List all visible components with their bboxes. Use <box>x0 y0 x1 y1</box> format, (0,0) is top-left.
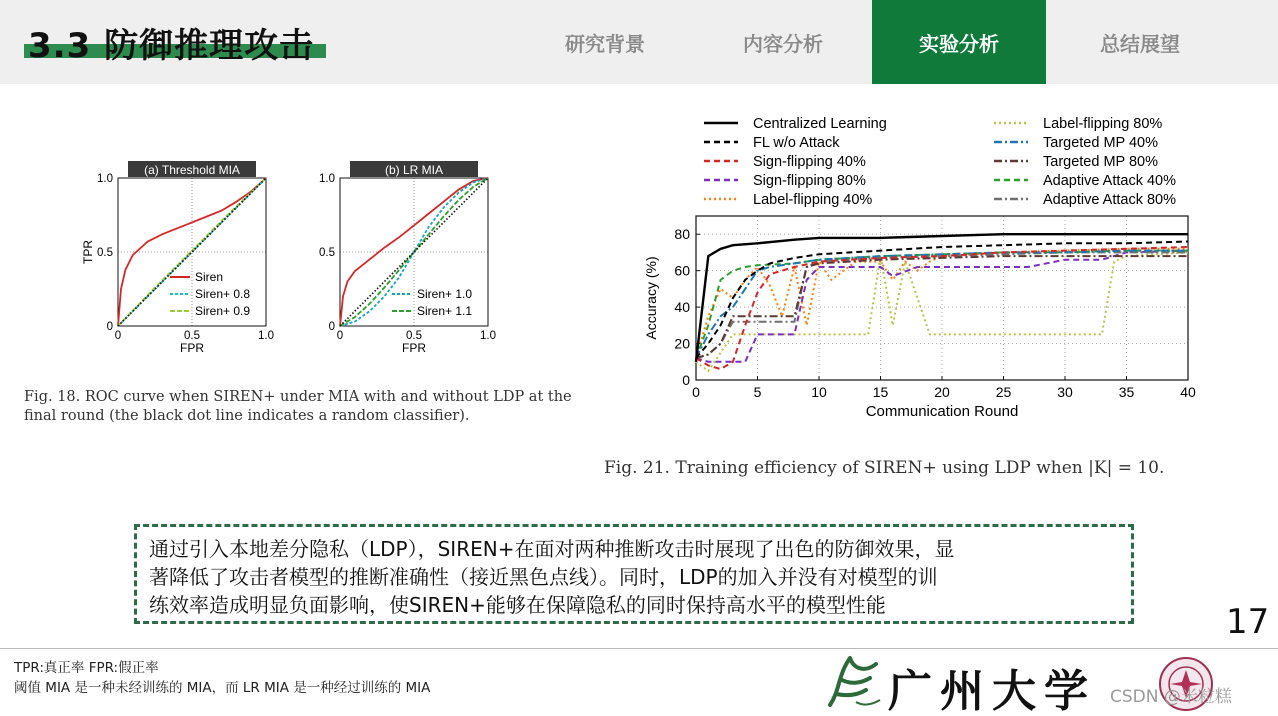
figure18-roc-charts <box>60 150 520 370</box>
y-tick-label: 1.0 <box>319 173 335 185</box>
figure21-caption: Fig. 21. Training efficiency of SIREN+ using LDP when |K| = 10. <box>604 458 1165 478</box>
y-tick-label: 0 <box>682 372 690 388</box>
y-tick-label: 20 <box>674 335 690 352</box>
x-tick-label: 0 <box>336 330 344 342</box>
legend-label: Siren+ 1.1 <box>417 304 473 318</box>
summary-line-2: 著降低了攻击者模型的推断准确性（接近黑色点线）。同时，LDP的加入并没有对模型的训 <box>149 565 938 589</box>
legend-label: Siren+ 0.9 <box>195 304 251 318</box>
x-tick-label: 35 <box>1118 384 1135 400</box>
legend-label: Targeted MP 80% <box>1043 154 1158 170</box>
x-tick-label: 25 <box>995 384 1012 400</box>
legend-label: Sign-flipping 80% <box>753 173 866 189</box>
nav-tab-research-background[interactable]: 研究背景 <box>565 31 645 56</box>
legend-label: Sign-flipping 40% <box>753 154 866 170</box>
x-tick-label: 5 <box>753 384 762 400</box>
university-name-logo: 广州大学 <box>888 666 1096 716</box>
x-tick-label: 1.0 <box>480 330 496 342</box>
figure18-caption-line1: Fig. 18. ROC curve when SIREN+ under MIA with and without LDP at the <box>24 389 572 405</box>
y-tick-label: 0.5 <box>97 247 113 259</box>
figure21-plot-area <box>643 216 1196 420</box>
x-tick-label: 0 <box>114 330 122 342</box>
nav-tab-content-analysis[interactable]: 内容分析 <box>743 31 823 56</box>
footer-divider <box>0 648 1278 649</box>
roc-panel-lr-mia <box>319 161 496 355</box>
legend-label: Centralized Learning <box>753 116 887 132</box>
legend-label: Targeted MP 40% <box>1043 135 1158 151</box>
roc-panel-threshold-mia <box>81 161 274 355</box>
summary-box <box>134 524 1134 624</box>
x-tick-label: 1.0 <box>258 330 274 342</box>
x-axis-label: FPR <box>180 341 204 355</box>
x-tick-label: 40 <box>1180 384 1196 400</box>
x-tick-label: 20 <box>934 384 950 400</box>
x-tick-label: 30 <box>1057 384 1073 400</box>
footer-note-tpr-fpr: TPR:真正率 FPR:假正率 <box>14 660 159 676</box>
figure21-legend <box>704 116 1176 208</box>
csdn-watermark: CSDN @米粒糕 <box>1110 687 1232 707</box>
x-tick-label: 10 <box>811 384 827 400</box>
page-number: 17 <box>1226 602 1270 642</box>
university-emblem-icon <box>820 650 886 712</box>
legend-label: Siren+ 0.8 <box>195 287 251 301</box>
x-tick-label: 15 <box>872 384 889 400</box>
figure21-accuracy-chart <box>636 108 1206 428</box>
summary-line-3: 练效率造成明显负面影响，使SIREN+能够在保障隐私的同时保持高水平的模型性能 <box>149 593 886 617</box>
y-tick-label: 60 <box>674 262 690 279</box>
y-axis-label: TPR <box>81 240 95 264</box>
nav-tab-experiment-analysis[interactable]: 实验分析 <box>872 0 1046 84</box>
y-tick-label: 40 <box>674 299 690 316</box>
legend-label: Siren <box>195 270 224 284</box>
x-tick-label: 0 <box>692 384 700 400</box>
x-tick-label: 0.5 <box>406 330 422 342</box>
x-axis-label: Communication Round <box>865 403 1019 420</box>
y-tick-label: 80 <box>674 226 690 243</box>
panel-title: (a) Threshold MIA <box>144 163 240 177</box>
legend-label: Adaptive Attack 80% <box>1043 192 1176 208</box>
y-axis-label: Accuracy (%) <box>643 256 659 340</box>
x-axis-label: FPR <box>402 341 426 355</box>
summary-line-1: 通过引入本地差分隐私（LDP），SIREN+在面对两种推断攻击时展现了出色的防御效果，显 <box>149 537 955 561</box>
nav-tab-summary-outlook[interactable]: 总结展望 <box>1100 31 1180 56</box>
accuracy-series-line <box>696 256 1188 358</box>
y-tick-label: 1.0 <box>97 173 113 185</box>
legend-label: Adaptive Attack 40% <box>1043 173 1176 189</box>
footer-note-mia: 阈值 MIA 是一种未经训练的 MIA，而 LR MIA 是一种经过训练的 MIA <box>14 680 431 696</box>
y-tick-label: 0 <box>106 321 113 333</box>
accuracy-series-line <box>696 252 1188 371</box>
legend-label: Label-flipping 80% <box>1043 116 1163 132</box>
legend-label: Label-flipping 40% <box>753 192 873 208</box>
legend-label: FL w/o Attack <box>753 135 840 151</box>
page-title: 3.3 防御推理攻击 <box>28 26 315 66</box>
panel-title: (b) LR MIA <box>384 163 444 177</box>
figure18-caption-line2: final round (the black dot line indicates a random classifier). <box>24 408 470 424</box>
legend-label: Siren+ 1.0 <box>417 287 473 301</box>
x-tick-label: 0.5 <box>184 330 200 342</box>
header-bar <box>0 0 1278 84</box>
y-tick-label: 0.5 <box>319 247 335 259</box>
y-tick-label: 0 <box>328 321 335 333</box>
